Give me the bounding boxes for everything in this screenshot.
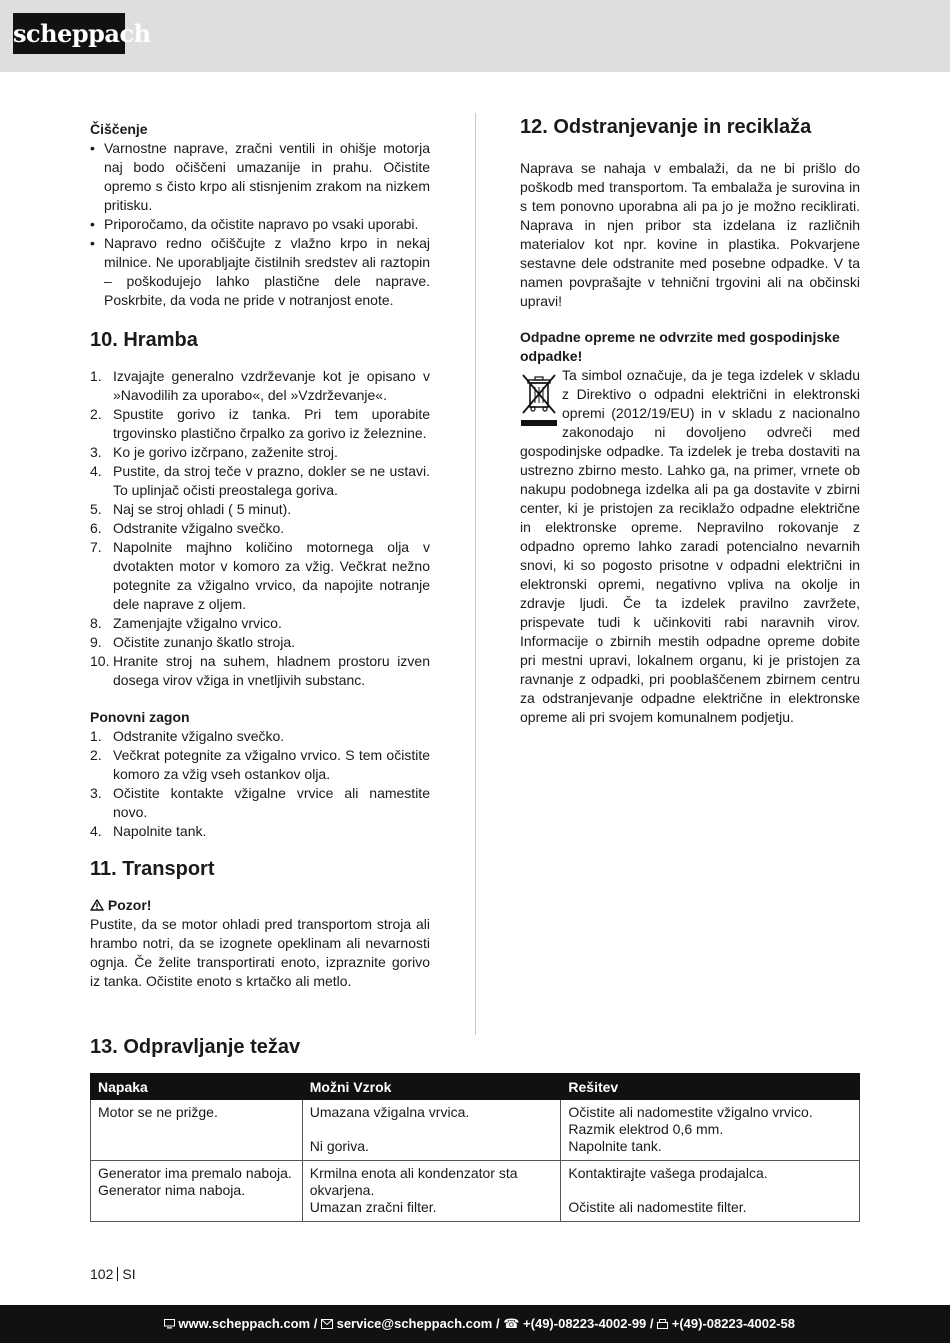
list-item: 4. Pustite, da stroj teče v prazno, dokler se ne ustavi. To uplinjač očisti preostalega goriva. <box>90 463 430 498</box>
list-item: 3. Očistite kontakte vžigalne vrvice ali namestite novo. <box>90 785 430 820</box>
disposal-text: Naprava se nahaja v embalaži, da ne bi prišlo do poškodb med transportom. Ta embalaža je surovina in s tem ponovno uporabna ali pa jo je možno reciklirati. Naprava in njen pribor sta izdelana iz različnih materialov kot npr. kovine in plastika. Pokvarjene sestavne dele odstranite med posebne odpadke. V ta namen povprašajte v tehnični trgovini ali na občinski upravi! <box>520 160 860 309</box>
warning-label <box>90 896 430 915</box>
list-item: 10. Hranite stroj na suhem, hladnem prostoru izven dosega virov vžiga in vnetljivih substanc. <box>90 653 430 688</box>
page-header <box>0 0 950 72</box>
cause-cell: Umazana vžigalna vrvica. Ni goriva. <box>302 1100 561 1161</box>
troubleshooting-heading: 13. Odpravljanje težav <box>90 1036 301 1058</box>
weee-text: Ta simbol označuje, da je tega izdelek v skladu z Direktivo o odpadni električni in elektronski opremi (2012/19/EU) in v skladu z nacionalno zakonodajo ni dovoljeno odvreči med gospodinjske odpadke. Ta izdelek je treba dostaviti na ustrezno zbirno mesto. Lahko ga, na primer, vrnete ob nakupu podobnega izdelka ali pa ga dostavite v zbirni center, ki je pristojen za reciklažo odpadne električne in elektronske opreme. Nepravilno rokovanje z odpadno opremo lahko zaradi potencialno nevarnih snovi, ki so pogosto prisotne v odpadni električni in elektronski opremi, negativno vpliva na okolje in zdravje ljudi. Če ta izdelek pravilno zavržete, prispevate tudi k učinkoviti rabi naravnih virov. Informacije o zbirnih mestih odpadne opreme dobite pri mestni upravi, lokalnem organu, ki je pristojen za ravnanje z odpadki, pri pooblaščenem zbirnem centru za odstranjevanje odpadne električne in elektronske opreme ali pri svojem komunalnem podjetju. <box>520 367 860 725</box>
column-header-solution: Rešitev <box>561 1074 860 1100</box>
solution-cell: Kontaktirajte vašega prodajalca. Očistite ali nadomestite filter. <box>561 1161 860 1222</box>
column-divider <box>475 113 476 1035</box>
solution-cell: Očistite ali nadomestite vžigalno vrvico. Razmik elektrod 0,6 mm. Napolnite tank. <box>561 1100 860 1161</box>
list-item: 4. Napolnite tank. <box>90 823 207 839</box>
list-item: 8. Zamenjajte vžigalno vrvico. <box>90 615 282 631</box>
page-number: 102 SI <box>90 1266 136 1282</box>
table-header-row <box>91 1074 860 1100</box>
crossed-out-bin-icon <box>520 369 558 431</box>
envelope-icon <box>321 1316 337 1331</box>
monitor-icon <box>164 1316 179 1331</box>
list-item: 3. Ko je gorivo izčrpano, zaženite stroj. <box>90 444 338 460</box>
column-header-cause: Možni Vzrok <box>302 1074 561 1100</box>
list-item: • Napravo redno očiščujte z vlažno krpo in nekaj milnice. Ne uporabljajte čistilnih sredstev ali raztopin – poškodujejo lahko plastične dele naprave. Poskrbite, da voda ne pride v notranjost enote. <box>90 234 430 310</box>
cleaning-list <box>90 139 430 310</box>
list-item: 9. Očistite zunanjo škatlo stroja. <box>90 634 296 650</box>
disposal-heading: 12. Odstranjevanje in reciklaža <box>520 116 812 138</box>
left-column <box>90 120 430 991</box>
footer-email-link[interactable]: service@scheppach.com <box>336 1316 493 1331</box>
restart-list <box>90 727 430 841</box>
column-header-fault: Napaka <box>91 1074 303 1100</box>
fax-icon <box>657 1316 672 1331</box>
storage-heading: 10. Hramba <box>90 329 198 351</box>
transport-text: Pustite, da se motor ohladi pred transportom stroja ali hrambo notri, da se izognete opeklinam ali nevarnosti ognja. Če želite transportirati enoto, izpraznite gorivo iz tanka. Očistite enoto s krtačko ali metlo. <box>90 916 430 989</box>
page-footer: www.scheppach.com / service@scheppach.com / ☎ +(49)-08223-4002-99 / +(49)-08223-4002-58 <box>0 1305 950 1343</box>
transport-heading: 11. Transport <box>90 858 215 880</box>
footer-phone: +(49)-08223-4002-99 <box>523 1316 647 1331</box>
warning-title: Pozor! <box>107 897 152 913</box>
list-item: • Priporočamo, da očistite napravo po vsaki uporabi. <box>90 215 430 234</box>
footer-fax: +(49)-08223-4002-58 <box>671 1316 795 1331</box>
table-row <box>91 1100 860 1161</box>
weee-paragraph <box>520 366 860 727</box>
table-row <box>91 1161 860 1222</box>
fault-cell: Motor se ne prižge. <box>91 1100 303 1161</box>
troubleshooting-table <box>90 1073 860 1222</box>
list-item: 7. Napolnite majhno količino motornega olja v dvotakten motor v komoro za vžig. Večkrat nežno potegnite za vžigalno vrvico, da napojite notranje dele naprave z oljem. <box>90 539 430 612</box>
scheppach-logo: scheppach <box>13 13 125 54</box>
phone-icon: ☎ <box>503 1316 520 1331</box>
warning-triangle-icon <box>90 897 108 913</box>
right-column <box>520 114 860 727</box>
list-item: • Varnostne naprave, zračni ventili in ohišje motorja naj bodo očiščeni umazanije in prahu. Očistite opremo s čisto krpo ali stisnjenim zrakom na nizkem pritisku. <box>90 139 430 215</box>
list-item: 2. Spustite gorivo iz tanka. Pri tem uporabite trgovinsko plastično črpalko za gorivo iz železnine. <box>90 406 430 441</box>
list-item: 5. Naj se stroj ohladi ( 5 minut). <box>90 501 292 517</box>
storage-list <box>90 367 430 690</box>
list-item: 2. Večkrat potegnite za vžigalno vrvico. S tem očistite komoro za vžig vseh ostankov olja. <box>90 747 430 782</box>
fault-cell: Generator ima premalo naboja. Generator nima naboja. <box>91 1161 303 1222</box>
list-item: 1. Izvajajte generalno vzdrževanje kot je opisano v »Navodilih za uporabo«, del »Vzdrževanje«. <box>90 368 430 403</box>
cause-cell: Krmilna enota ali kondenzator sta okvarjena. Umazan zračni filter. <box>302 1161 561 1222</box>
cleaning-title: Čiščenje <box>90 121 148 137</box>
footer-website-link[interactable]: www.scheppach.com <box>178 1316 311 1331</box>
list-item: 6. Odstranite vžigalno svečko. <box>90 520 285 536</box>
list-item: 1. Odstranite vžigalno svečko. <box>90 728 285 744</box>
weee-title: Odpadne opreme ne odvrzite med gospodinjske odpadke! <box>520 329 840 364</box>
restart-title: Ponovni zagon <box>90 709 190 725</box>
